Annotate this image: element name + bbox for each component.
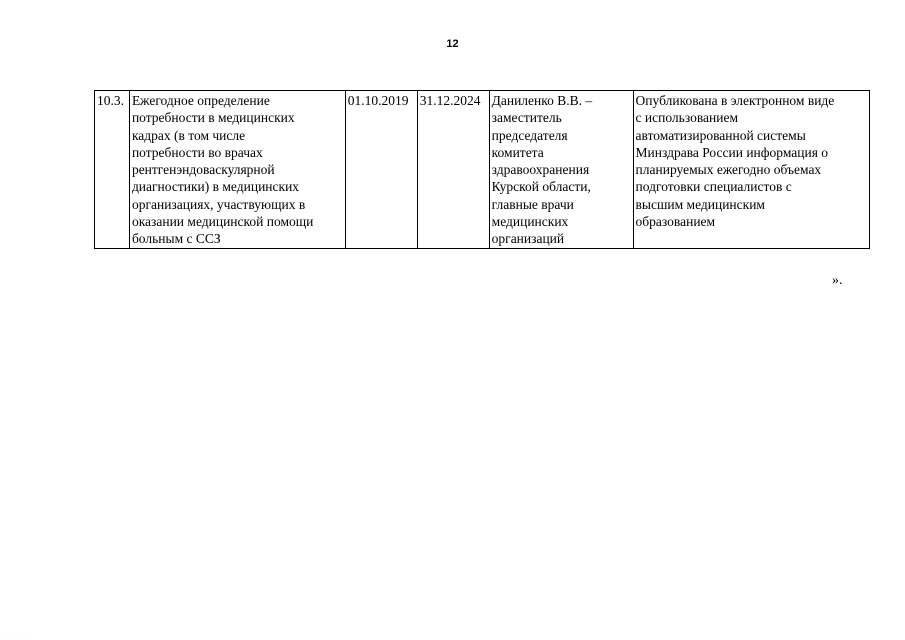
responsible-line: Даниленко В.В. – [491, 93, 593, 108]
result-line: образованием [635, 214, 716, 230]
closing-quote-mark: ». [832, 273, 843, 288]
responsible-line: заместитель [491, 110, 562, 126]
task-line: потребности в медицинских [131, 110, 295, 126]
row-number: 10.3. [97, 93, 124, 108]
task-line: больным с ССЗ [131, 231, 221, 247]
result-line: с использованием [635, 110, 738, 126]
result-line: высшим медицинским [635, 196, 765, 212]
responsible-line: Курской области, [491, 179, 591, 195]
activity-table [94, 90, 870, 249]
task-line: рентгенэндоваскулярной [131, 162, 275, 178]
scan-corner-mark: · · · · · · [2, 633, 33, 639]
responsible-line: медицинских [491, 214, 569, 230]
task-line: кадрах (в том числе [131, 127, 246, 143]
responsible-line: организаций [491, 231, 565, 247]
task-line: потребности во врачах [131, 144, 263, 160]
responsible-cell [489, 91, 633, 249]
result-line: Минздрава России информация о [635, 144, 829, 160]
responsible-line: главные врачи [491, 196, 574, 212]
result-cell [633, 91, 869, 249]
page-number: 12 [446, 38, 459, 50]
result-line: планируемых ежегодно объемах [635, 162, 822, 178]
end-date-cell [417, 91, 489, 249]
start-date-cell [345, 91, 417, 249]
row-number-cell [95, 91, 130, 249]
task-line: Ежегодное определение [131, 93, 270, 108]
responsible-line: комитета [491, 144, 544, 160]
result-line: подготовки специалистов с [635, 179, 792, 195]
task-line: диагностики) в медицинских [131, 179, 300, 195]
responsible-line: здравоохранения [491, 162, 590, 178]
result-line: автоматизированной системы [635, 127, 806, 143]
end-date: 31.12.2024 [419, 93, 481, 108]
table-row [95, 91, 870, 249]
start-date: 01.10.2019 [347, 93, 409, 108]
task-line: оказании медицинской помощи [131, 214, 314, 230]
result-line: Опубликована в электронном виде [635, 93, 835, 108]
task-cell [129, 91, 345, 249]
task-line: организациях, участвующих в [131, 196, 306, 212]
responsible-line: председателя [491, 127, 568, 143]
